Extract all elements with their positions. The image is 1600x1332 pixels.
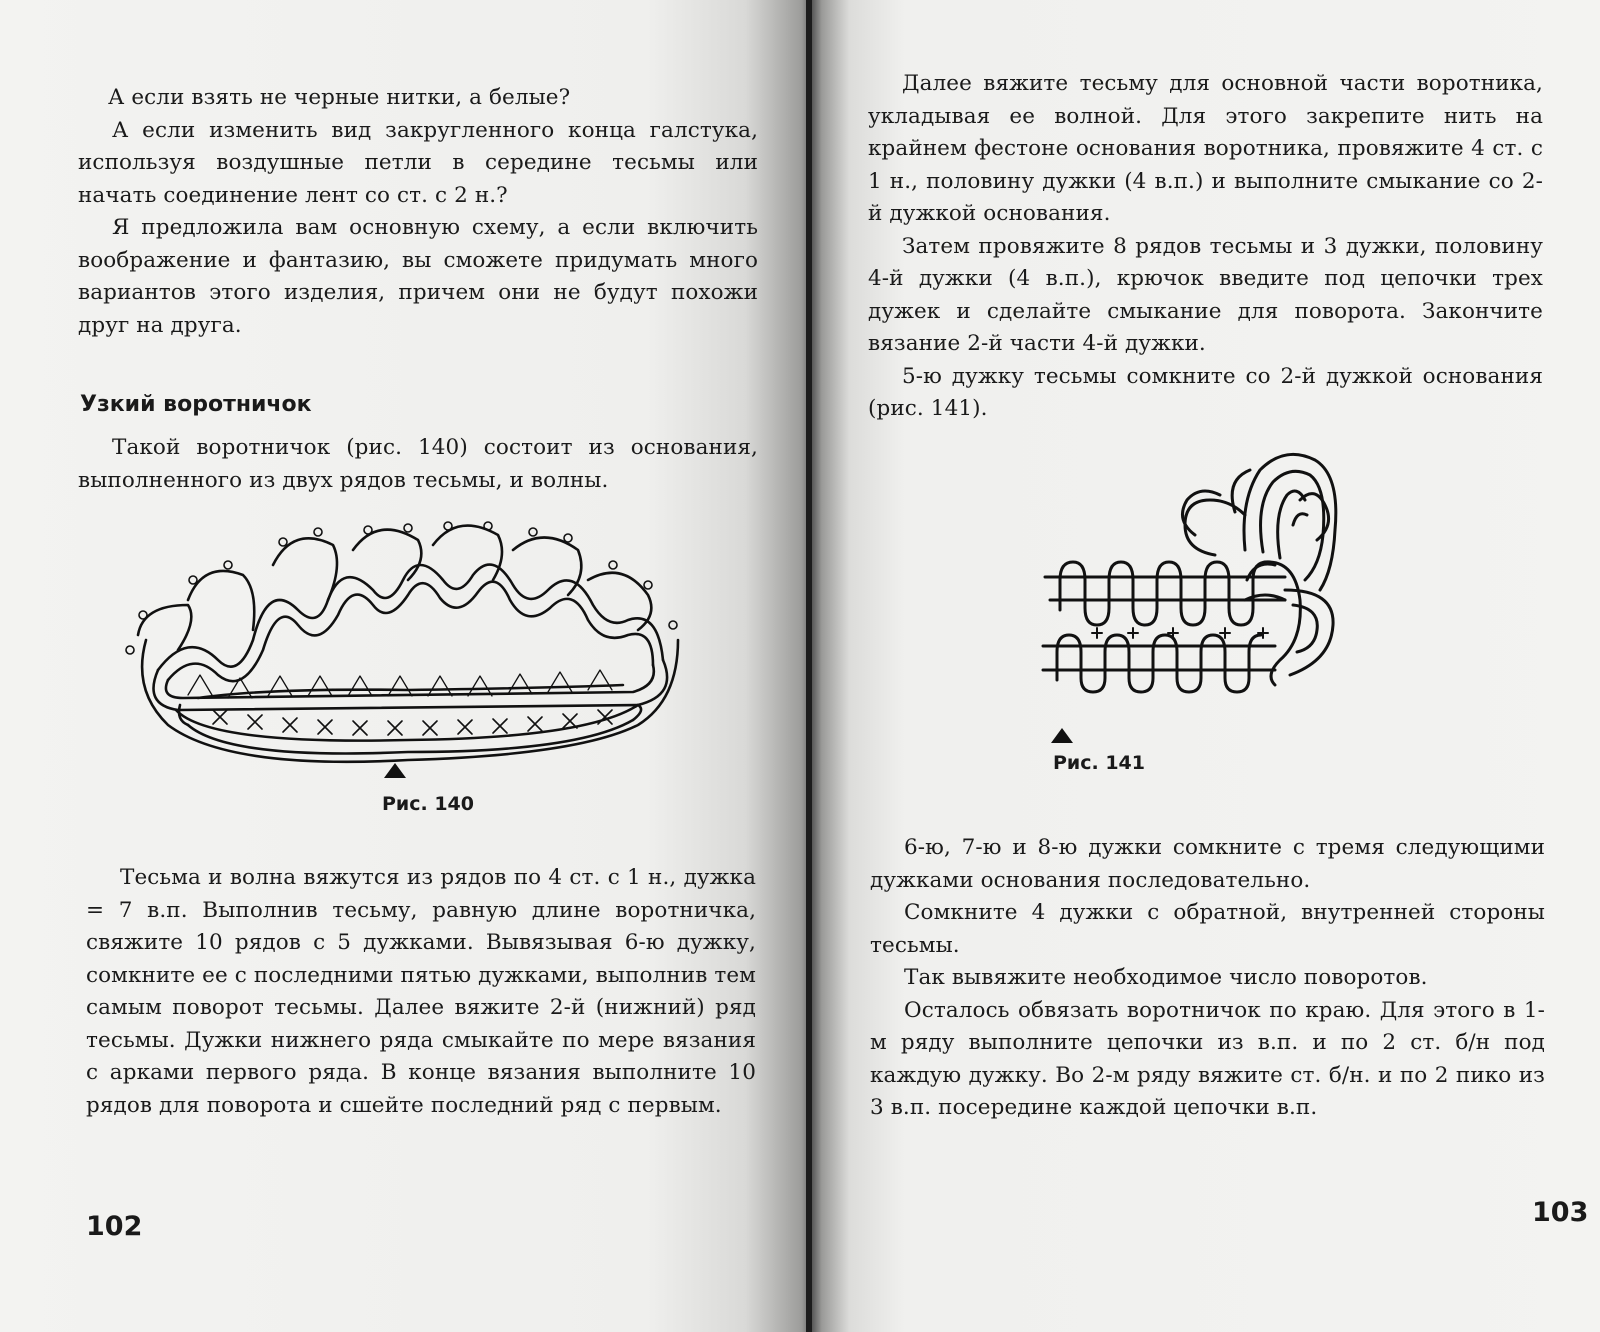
right-paragraph-3: 5-ю дужку тесьмы сомкните со 2-й дужкой основания (рис. 141). bbox=[868, 363, 1543, 421]
right-paragraph-7: Осталось обвязать воротничок по краю. Для этого в 1-м ряду выполните цепочки из в.п. и по 2 ст. б/н под каждую дужку. Во 2-м ряду вяжите ст. б/н. и по 2 пико из 3 в.п. посередине каждой цепочки в.п. bbox=[870, 997, 1545, 1120]
right-paragraph-4: 6-ю, 7-ю и 8-ю дужки сомкните с тремя следующими дужками основания последовательно. bbox=[870, 835, 1545, 893]
right-bottom-text bbox=[870, 832, 1545, 1125]
intro-paragraph-2: А если изменить вид закругленного конца галстука, используя воздушные петли в середине тесьмы или начать соединение лент со ст. с 2 н.? bbox=[78, 117, 758, 208]
description-text bbox=[78, 432, 758, 497]
figure-141-triangle-icon bbox=[1051, 728, 1073, 743]
collar-illustration bbox=[118, 520, 698, 790]
right-paragraph-2: Затем провяжите 8 рядов тесьмы и 3 дужки, половину 4-й дужки (4 в.п.), крючок введите под цепочки трех дужек и сделайте смыкание для поворота. Закончите вязание 2-й части 4-й дужки. bbox=[868, 233, 1543, 356]
right-paragraph-5: Сомкните 4 дужки с обратной, внутренней стороны тесьмы. bbox=[870, 900, 1545, 958]
description-paragraph: Такой воротничок (рис. 140) состоит из основания, выполненного из двух рядов тесьмы, и волны. bbox=[78, 435, 758, 493]
figure-140-triangle-icon bbox=[384, 763, 406, 778]
book-spine bbox=[806, 0, 812, 1332]
section-heading: Узкий воротничок bbox=[80, 392, 312, 417]
right-paragraph-1: Далее вяжите тесьму для основной части воротника, укладывая ее волной. Для этого закрепите нить на крайнем фестоне основания воротника, провяжите 4 ст. с 1 н., половину дужки (4 в.п.) и выполните смыкание со 2-й дужкой основания. bbox=[868, 71, 1543, 226]
page-number-left: 102 bbox=[86, 1211, 143, 1242]
page-number-right: 103 bbox=[1532, 1197, 1589, 1228]
intro-paragraph-3: Я предложила вам основную схему, а если включить воображение и фантазию, вы сможете придумать много вариантов этого изделия, причем они не будут похожи друг на друга. bbox=[78, 215, 758, 338]
body-paragraph: Тесьма и волна вяжутся из рядов по 4 ст. с 1 н., дужка = 7 в.п. Выполнив тесьму, равную длине воротничка, свяжите 10 рядов с 5 дужками. Вывязывая 6-ю дужку, сомкните ее с последними пятью дужками, выполнив тем самым поворот тесьмы. Далее вяжите 2-й (нижний) ряд тесьмы. Дужки нижнего ряда смыкайте по мере вязания с арками первого ряда. В конце вязания выполните 10 рядов для поворота и сшейте последний ряд с первым. bbox=[86, 865, 756, 1118]
figure-141-caption: Рис. 141 bbox=[1053, 752, 1145, 774]
right-page bbox=[810, 0, 1600, 1332]
right-top-text bbox=[868, 68, 1543, 426]
right-paragraph-6: Так вывяжите необходимое число поворотов. bbox=[904, 965, 1428, 990]
body-text bbox=[86, 862, 756, 1122]
intro-paragraph-1: А если взять не черные нитки, а белые? bbox=[108, 85, 571, 110]
intro-text bbox=[78, 82, 758, 342]
figure-140-caption: Рис. 140 bbox=[382, 793, 474, 815]
turn-diagram bbox=[1035, 440, 1355, 710]
